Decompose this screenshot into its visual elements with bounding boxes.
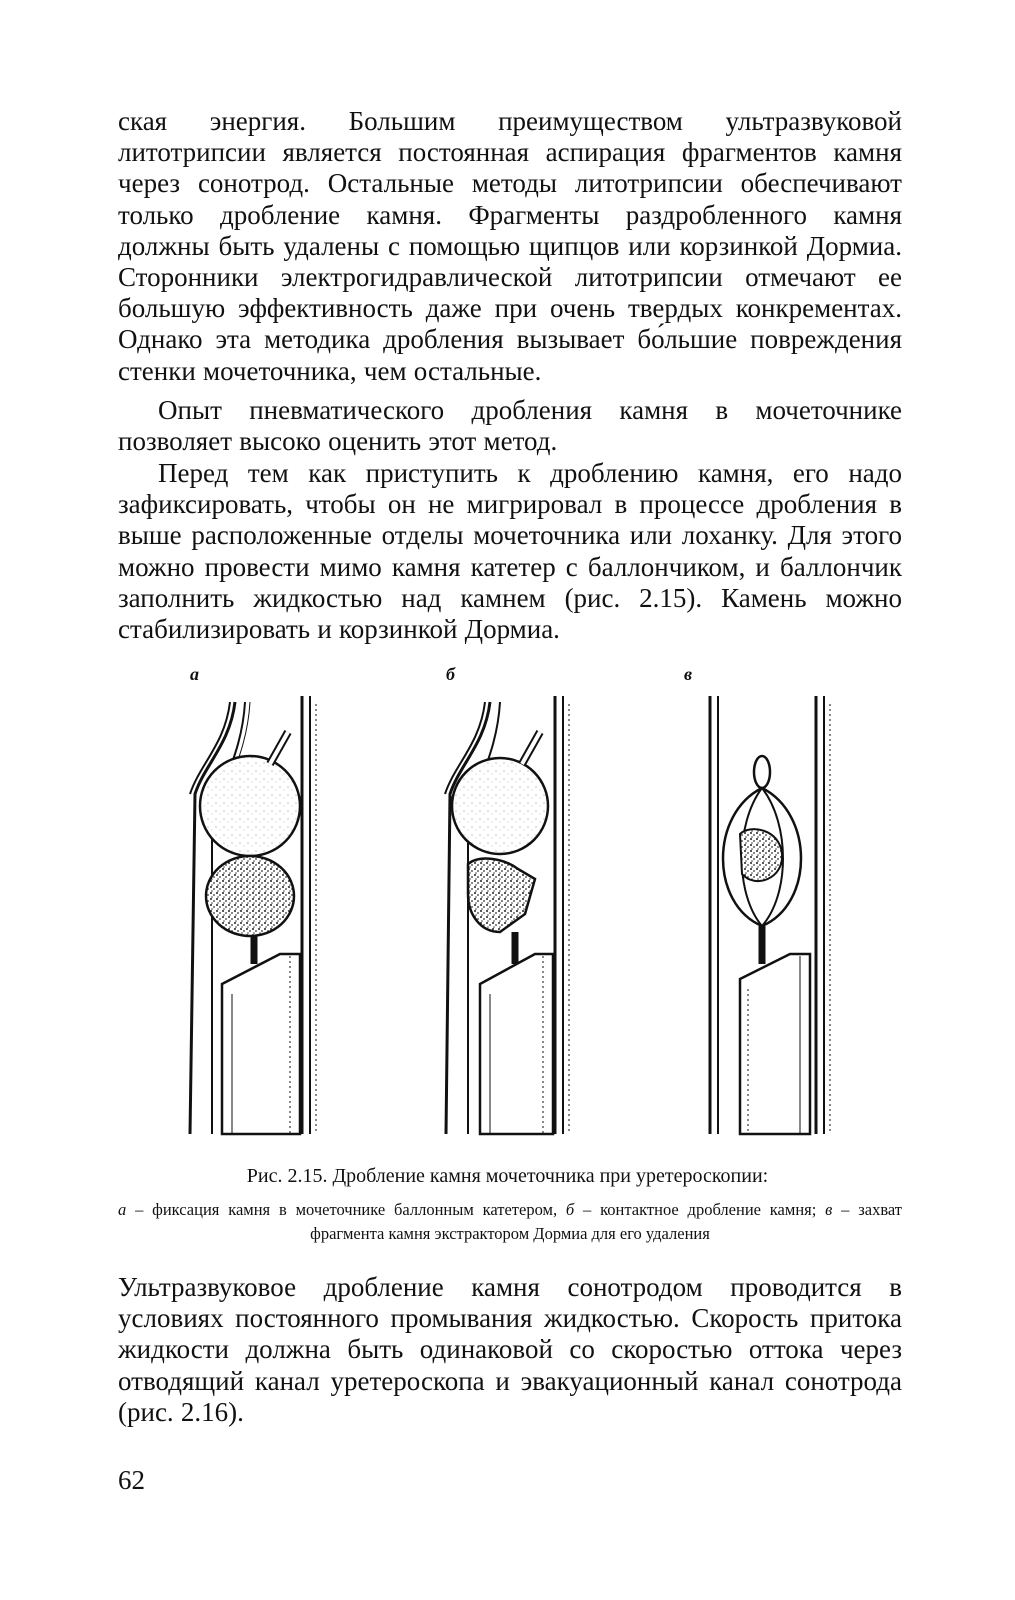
caption-letter-a: а	[118, 1200, 127, 1219]
caption-text-c: – захват фрагмента камня экстрактором Дормиа для его удаления	[310, 1200, 902, 1243]
paragraph-1: ская энергия. Большим преимуществом ультразвуковой литотрипсии является постоянная аспирация фрагментов камня через сонотрод. Остальные методы литотрипсии обеспечивают только дробление камня. Фрагменты раздробленного камня должны быть удалены с помощью щипцов или корзинкой Дормиа. Сторонники электрогидравлической литотрипсии отмечают ее большую эффективность даже при очень твердых конкрементах. Однако эта методика дробления вызывает бо́льшие повреждения стенки мочеточника, чем остальные.	[118, 106, 902, 386]
caption-text-a: – фиксация камня в мочеточнике баллонным катетером,	[126, 1200, 566, 1219]
figure-label-c: в	[684, 664, 693, 684]
panel-b	[445, 696, 569, 1134]
paragraph-4: Ультразвуковое дробление камня сонотродом проводится в условиях постоянного промывания жидкостью. Скорость притока жидкости должна быть одинаковой со скоростью оттока через отводящий канал уретероскопа и эвакуационный канал сонотрода (рис. 2.16).	[118, 1272, 902, 1427]
figure-illustration	[150, 664, 870, 1154]
page-number: 62	[118, 1465, 145, 1495]
panel-c	[710, 696, 830, 1134]
paragraph-3: Перед тем как приступить к дроблению камня, его надо зафиксировать, чтобы он не мигрировал в процессе дробления в выше расположенные отделы мочеточника или лоханку. Для этого можно провести мимо камня катетер с баллончиком, и баллончик заполнить жидкостью над камнем (рис. 2.15). Камень можно стабилизировать и корзинкой Дормиа.	[118, 458, 902, 645]
caption-letter-b: б	[565, 1200, 575, 1219]
figure-caption-body	[118, 1198, 902, 1246]
figure-caption-title: Рис. 2.15. Дробление камня мочеточника при уретероскопии:	[246, 1165, 769, 1187]
figure-label-a: а	[190, 664, 199, 684]
caption-text-b: – контактное дробление камня;	[574, 1200, 826, 1219]
panel-a	[190, 696, 316, 1134]
figure-label-b: б	[446, 664, 455, 684]
caption-letter-c: в	[825, 1200, 833, 1219]
figure-2-15	[150, 664, 870, 1154]
paragraph-2: Опыт пневматического дробления камня в мочеточнике позволяет высоко оценить этот метод.	[118, 395, 902, 457]
